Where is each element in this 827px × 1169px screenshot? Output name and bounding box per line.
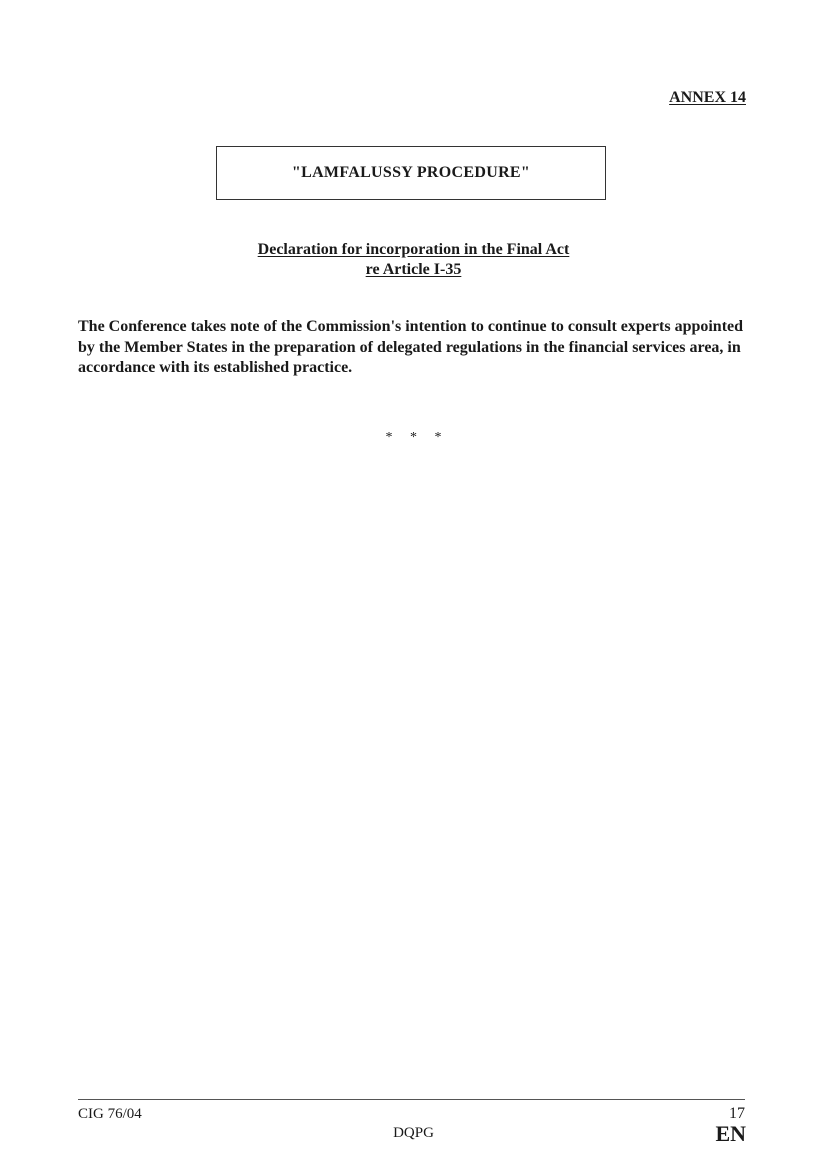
title-box: [216, 146, 606, 200]
declaration-line-1: Declaration for incorporation in the Final Act: [257, 241, 570, 258]
declaration-heading: [0, 240, 827, 280]
footer-language-code: EN: [715, 1121, 746, 1146]
footer-divider: [78, 1099, 745, 1100]
footer-department: DQPG: [393, 1125, 434, 1141]
declaration-line-2: re Article I-35: [365, 261, 462, 278]
declaration-paragraph: The Conference takes note of the Commission's intention to continue to consult experts appointed by the Member States in the preparation of delegated regulations in the financial services area, in accordance with its established practice.: [78, 318, 744, 376]
section-separator: * * *: [385, 430, 442, 445]
annex-label: ANNEX 14: [669, 89, 746, 106]
document-title: "LAMFALUSSY PROCEDURE": [291, 164, 531, 181]
footer-page-number: 17: [729, 1105, 745, 1122]
footer-document-reference: CIG 76/04: [78, 1106, 142, 1122]
